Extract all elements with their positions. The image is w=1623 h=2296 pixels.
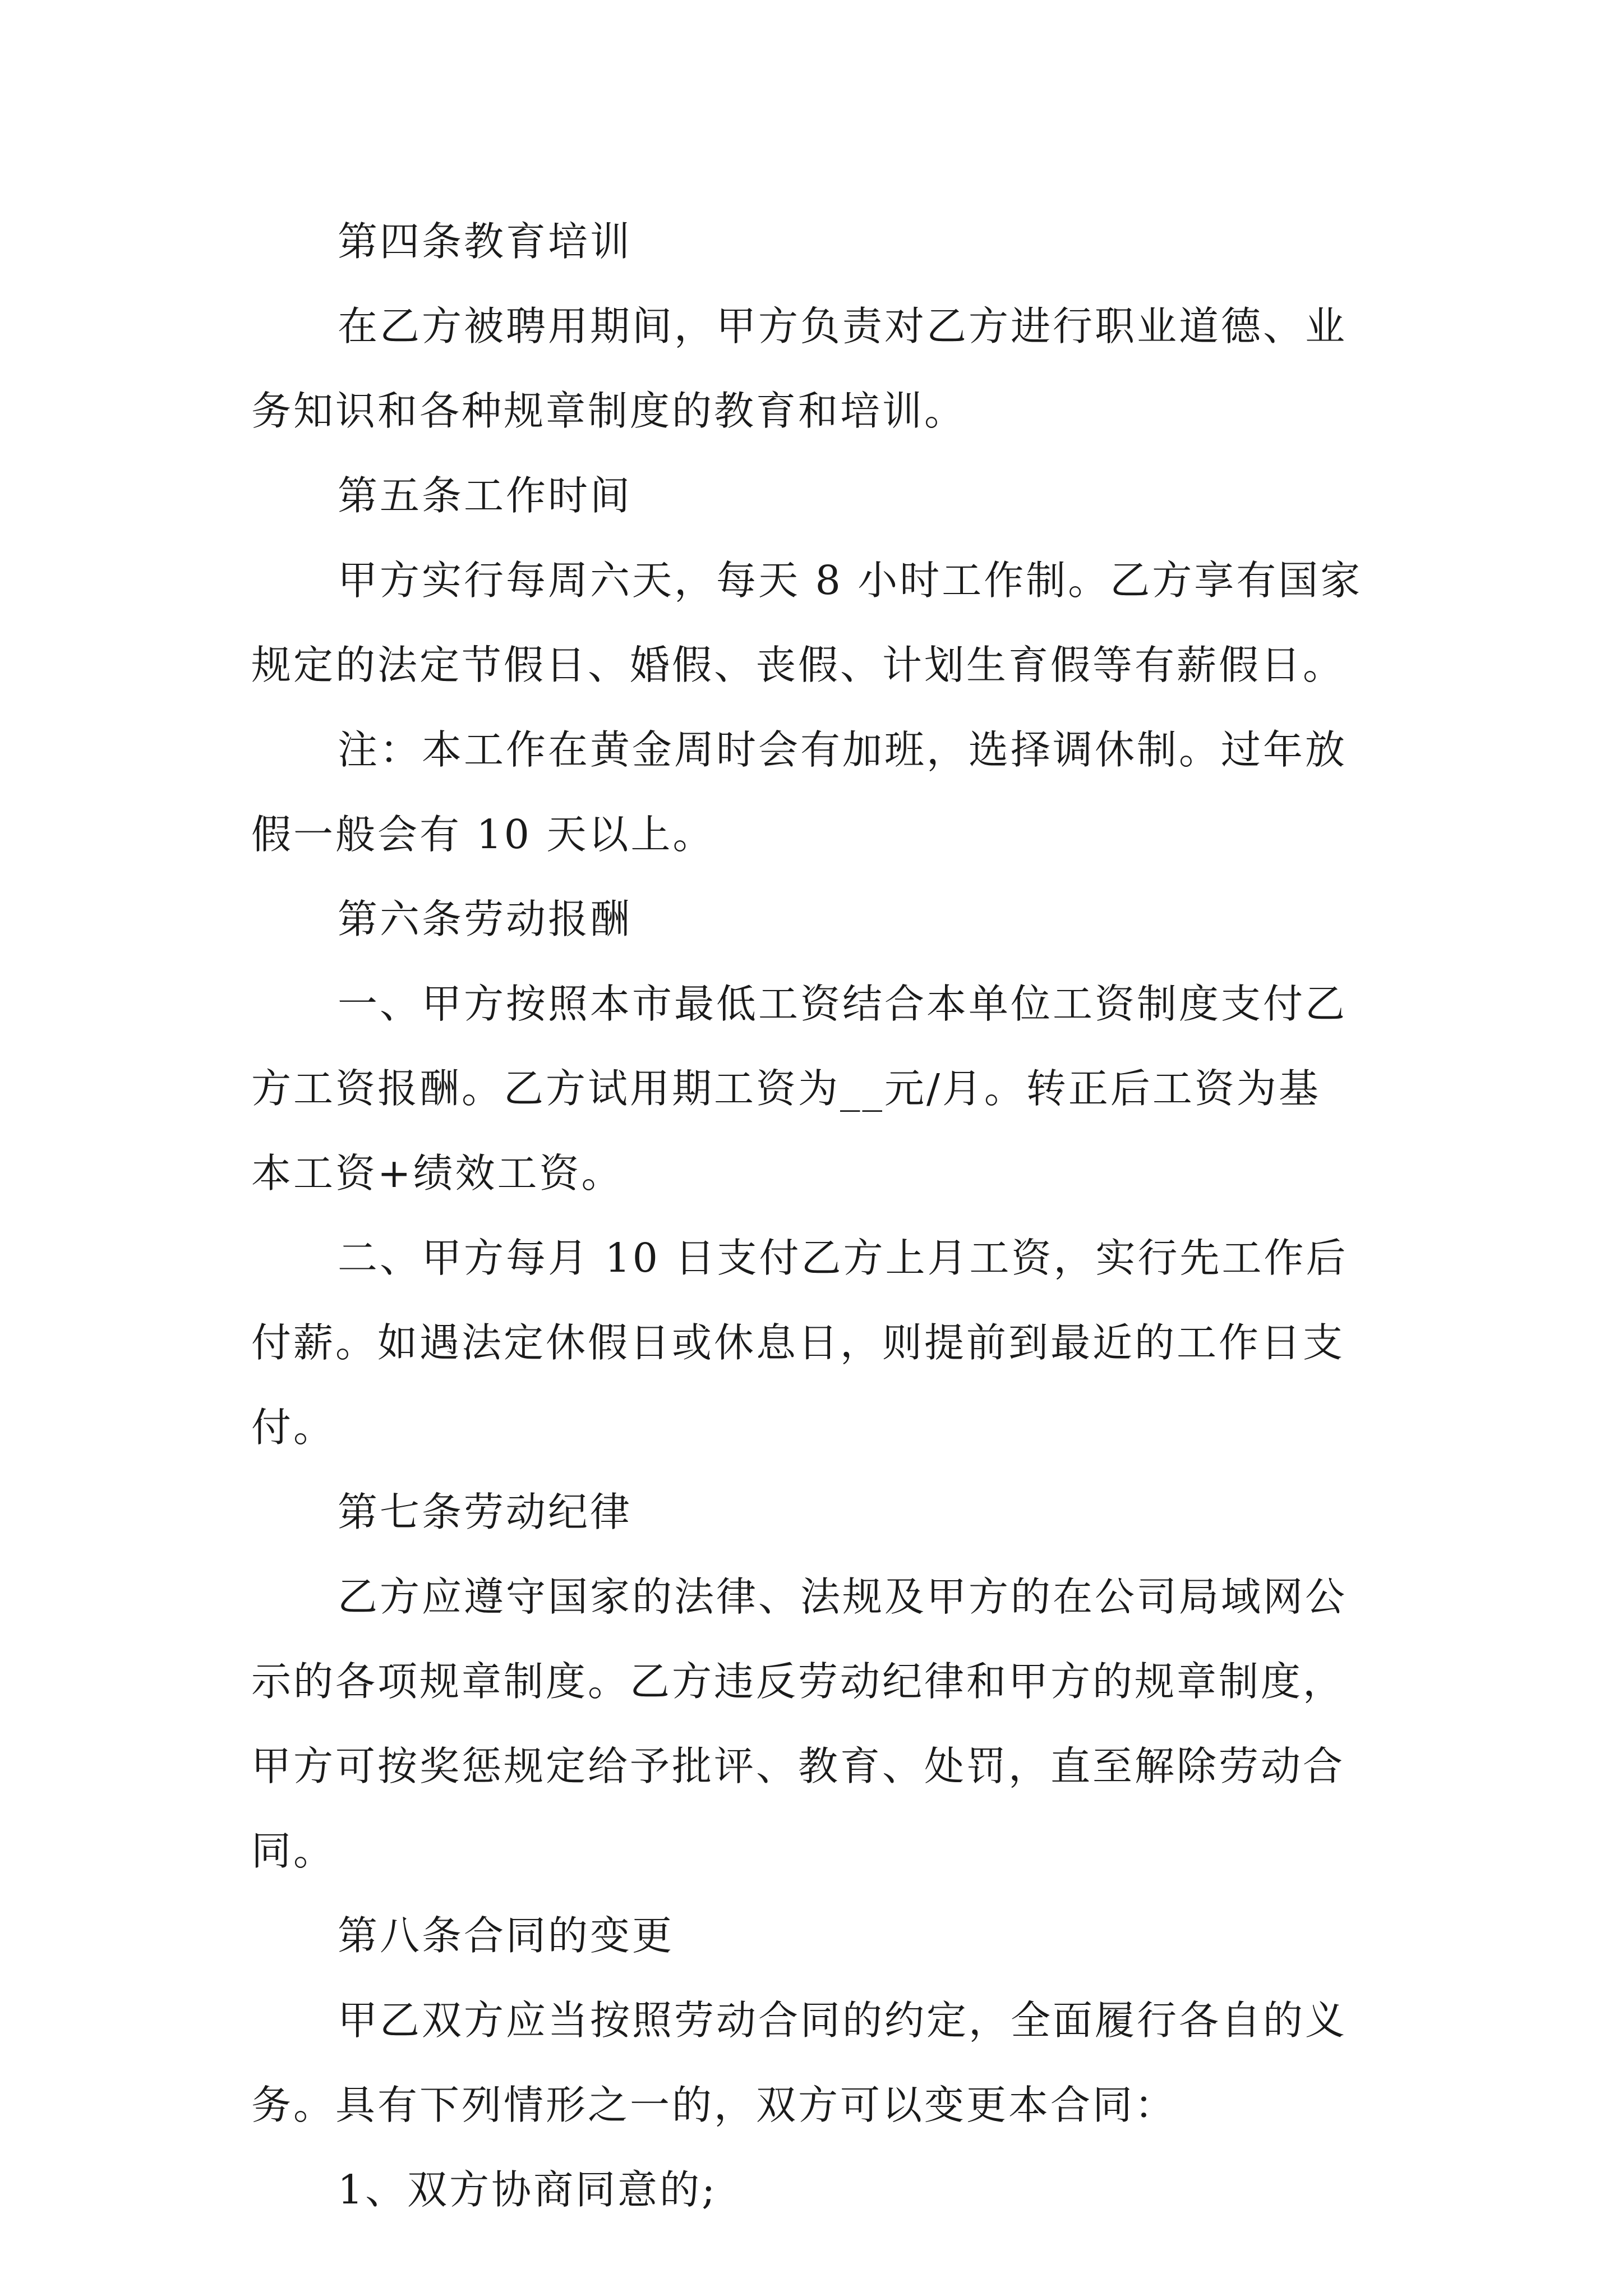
paragraph-line: 规定的法定节假日、婚假、丧假、计划生育假等有薪假日。: [251, 642, 1345, 688]
paragraph-line: 务。具有下列情形之一的，双方可以变更本合同：: [251, 2082, 1177, 2128]
paragraph-line: 二、甲方每月 10 日支付乙方上月工资，实行先工作后: [338, 1235, 1348, 1281]
paragraph-line: 在乙方被聘用期间，甲方负责对乙方进行职业道德、业: [338, 303, 1348, 349]
article-6-heading: 第六条劳动报酬: [338, 896, 633, 942]
paragraph-line: 甲方可按奖惩规定给予批评、教育、处罚，直至解除劳动合: [251, 1743, 1345, 1789]
paragraph-line: 本工资+绩效工资。: [251, 1150, 624, 1197]
paragraph-line: 付。: [251, 1404, 336, 1451]
paragraph-line: 付薪。如遇法定休假日或休息日，则提前到最近的工作日支: [251, 1319, 1345, 1366]
list-item: 1、双方协商同意的;: [338, 2166, 718, 2213]
article-7-heading: 第七条劳动纪律: [338, 1489, 633, 1535]
article-4-heading: 第四条教育培训: [338, 218, 633, 265]
paragraph-line: 务知识和各种规章制度的教育和培训。: [251, 388, 967, 434]
paragraph-line: 甲乙双方应当按照劳动合同的约定，全面履行各自的义: [338, 1997, 1348, 2044]
document-body: [251, 199, 1376, 2232]
article-8-heading: 第八条合同的变更: [338, 1912, 675, 1959]
article-5-heading: 第五条工作时间: [338, 472, 633, 519]
paragraph-line: 一、甲方按照本市最低工资结合本单位工资制度支付乙: [338, 981, 1348, 1027]
paragraph-line: 方工资报酬。乙方试用期工资为__元/月。转正后工资为基: [251, 1065, 1321, 1112]
paragraph-line: 乙方应遵守国家的法律、法规及甲方的在公司局域网公: [338, 1573, 1348, 1620]
paragraph-line: 甲方实行每周六天，每天 8 小时工作制。乙方享有国家: [338, 557, 1363, 604]
paragraph-line: 示的各项规章制度。乙方违反劳动纪律和甲方的规章制度，: [251, 1658, 1345, 1705]
paragraph-line: 同。: [251, 1828, 336, 1874]
note-line: 注：本工作在黄金周时会有加班，选择调休制。过年放: [338, 726, 1348, 773]
note-line: 假一般会有 10 天以上。: [251, 811, 715, 858]
